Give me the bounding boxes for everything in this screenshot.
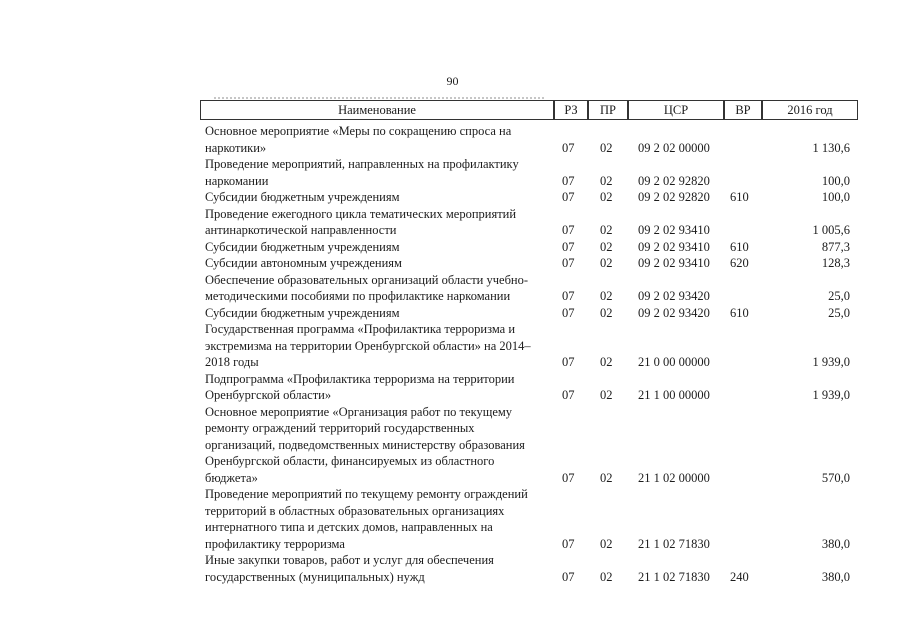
table-row <box>0 156 905 189</box>
row-name <box>205 272 545 305</box>
row-name <box>205 404 545 487</box>
row-amount: 1 130,6 <box>812 140 850 155</box>
row-amount: 1 939,0 <box>812 388 850 402</box>
row-pr: 02 <box>600 355 613 369</box>
row-csr: 09 2 02 93420 <box>638 305 710 320</box>
table-row <box>0 305 905 322</box>
row-name <box>205 305 545 322</box>
row-csr: 21 1 02 00000 <box>638 470 710 485</box>
header-year: 2016 год <box>762 100 858 120</box>
row-vr: 610 <box>730 239 749 254</box>
row-name-line: антинаркотической направленности <box>205 223 397 237</box>
header-rz: РЗ <box>554 100 588 120</box>
row-name-line: профилактику терроризма <box>205 536 345 551</box>
row-name-line: Оренбургской области» <box>205 388 332 402</box>
row-rz: 07 <box>562 305 575 320</box>
row-amount: 380,0 <box>821 569 850 584</box>
row-csr: 09 2 02 93420 <box>638 289 710 303</box>
header-pr: ПР <box>588 100 628 120</box>
row-name <box>205 156 545 189</box>
row-rz: 07 <box>562 239 575 254</box>
row-name-line: Проведение мероприятий по текущему ремонту ограждений <box>205 487 528 501</box>
table-body <box>0 123 905 585</box>
row-name-line: территорий в областных образовательных организациях <box>205 503 505 518</box>
row-vr: 620 <box>730 256 749 270</box>
row-pr: 02 <box>600 536 613 551</box>
table-header <box>200 100 858 122</box>
row-pr: 02 <box>600 569 613 584</box>
row-rz: 07 <box>562 536 575 551</box>
row-name-line: наркотики» <box>205 140 267 155</box>
row-amount: 570,0 <box>821 470 850 485</box>
table-row <box>0 272 905 305</box>
row-rz: 07 <box>562 173 575 188</box>
row-name-line: Государственная программа «Профилактика терроризма и <box>205 322 516 336</box>
row-rz: 07 <box>562 470 575 485</box>
row-amount: 380,0 <box>821 536 850 551</box>
row-pr: 02 <box>600 173 613 188</box>
table-row <box>0 486 905 552</box>
row-name-line: наркомании <box>205 173 269 188</box>
table-row <box>0 239 905 256</box>
row-rz: 07 <box>562 223 575 237</box>
row-name-line: 2018 годы <box>205 355 259 369</box>
header-csr: ЦСР <box>628 100 724 120</box>
row-rz: 07 <box>562 190 575 204</box>
row-name <box>205 486 545 552</box>
row-rz: 07 <box>562 140 575 155</box>
table-row <box>0 321 905 371</box>
row-rz: 07 <box>562 256 575 270</box>
table-row <box>0 371 905 404</box>
table-row <box>0 206 905 239</box>
row-csr: 21 1 02 71830 <box>638 536 710 551</box>
row-csr: 09 2 02 93410 <box>638 239 710 254</box>
row-pr: 02 <box>600 190 613 204</box>
row-name-line: государственных (муниципальных) нужд <box>205 569 425 584</box>
row-name-line: Иные закупки товаров, работ и услуг для обеспечения <box>205 553 494 567</box>
row-name <box>205 371 545 404</box>
row-csr: 09 2 02 92820 <box>638 173 710 188</box>
row-name <box>205 552 545 585</box>
row-amount: 128,3 <box>821 256 850 270</box>
row-name-line: экстремизма на территории Оренбургской области» на 2014– <box>205 338 531 353</box>
row-amount: 100,0 <box>821 173 850 188</box>
row-name-line: интернатного типа и детских домов, направленных на <box>205 520 493 534</box>
row-name-line: Обеспечение образовательных организаций области учебно- <box>205 272 529 287</box>
row-amount: 100,0 <box>821 190 850 204</box>
row-name <box>205 206 545 239</box>
row-vr: 610 <box>730 190 749 204</box>
row-amount: 1 005,6 <box>812 223 850 237</box>
row-name <box>205 189 545 206</box>
row-name-line: Субсидии бюджетным учреждениям <box>205 190 400 204</box>
row-vr: 240 <box>730 569 749 584</box>
row-rz: 07 <box>562 355 575 369</box>
row-name <box>205 321 545 371</box>
row-name-line: Субсидии бюджетным учреждениям <box>205 305 400 320</box>
row-name-line: методическими пособиями по профилактике наркомании <box>205 289 511 303</box>
row-csr: 21 1 00 00000 <box>638 388 710 402</box>
row-name-line: Проведение мероприятий, направленных на профилактику <box>205 157 519 171</box>
row-name-line: бюджета» <box>205 470 258 485</box>
row-pr: 02 <box>600 289 613 303</box>
row-name-line: Подпрограмма «Профилактика терроризма на территории <box>205 371 515 386</box>
row-pr: 02 <box>600 223 613 237</box>
row-csr: 09 2 02 92820 <box>638 190 710 204</box>
table-row <box>0 552 905 585</box>
row-rz: 07 <box>562 388 575 402</box>
row-name-line: Субсидии автономным учреждениям <box>205 256 402 270</box>
row-pr: 02 <box>600 256 613 270</box>
row-name <box>205 255 545 272</box>
row-pr: 02 <box>600 239 613 254</box>
row-name <box>205 123 545 156</box>
row-csr: 21 0 00 00000 <box>638 355 710 369</box>
row-name-line: организаций, подведомственных министерству образования <box>205 437 525 452</box>
row-rz: 07 <box>562 289 575 303</box>
table-row <box>0 189 905 206</box>
row-name-line: Оренбургской области, финансируемых из областного <box>205 454 495 468</box>
header-name: Наименование <box>200 100 554 120</box>
row-name <box>205 239 545 256</box>
header-vr: ВР <box>724 100 762 120</box>
row-pr: 02 <box>600 140 613 155</box>
row-csr: 09 2 02 93410 <box>638 256 710 270</box>
row-name-line: Основное мероприятие «Меры по сокращению спроса на <box>205 124 512 138</box>
row-vr: 610 <box>730 305 749 320</box>
row-amount: 25,0 <box>828 289 850 303</box>
row-name-line: ремонту ограждений территорий государственных <box>205 421 475 435</box>
table-row <box>0 123 905 156</box>
row-amount: 1 939,0 <box>812 355 850 369</box>
row-csr: 09 2 02 00000 <box>638 140 710 155</box>
table-row <box>0 255 905 272</box>
row-csr: 09 2 02 93410 <box>638 223 710 237</box>
table-row <box>0 404 905 487</box>
row-csr: 21 1 02 71830 <box>638 569 710 584</box>
row-amount: 877,3 <box>821 239 850 254</box>
row-pr: 02 <box>600 305 613 320</box>
row-name-line: Основное мероприятие «Организация работ по текущему <box>205 404 513 419</box>
row-amount: 25,0 <box>828 305 850 320</box>
row-name-line: Проведение ежегодного цикла тематических мероприятий <box>205 206 517 221</box>
row-pr: 02 <box>600 470 613 485</box>
row-name-line: Субсидии бюджетным учреждениям <box>205 239 400 254</box>
page-number: 90 <box>446 74 459 88</box>
row-pr: 02 <box>600 388 613 402</box>
row-rz: 07 <box>562 569 575 584</box>
